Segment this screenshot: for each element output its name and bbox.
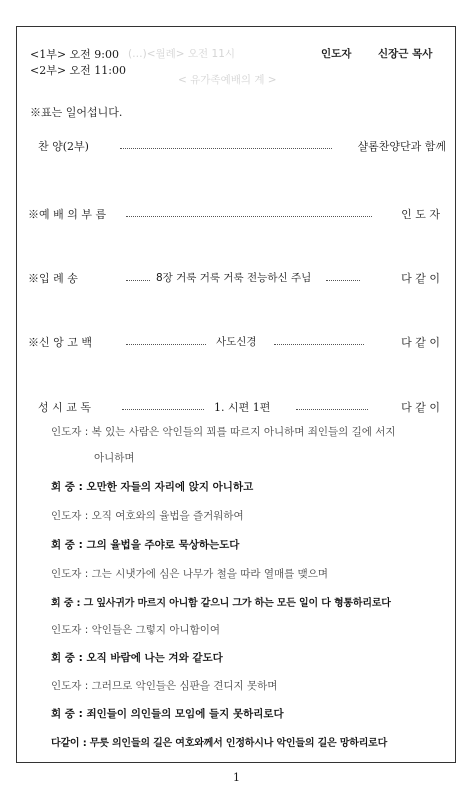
responsive-line-congregation — [51, 537, 239, 552]
order-label: ※예 배 의 부 름 — [28, 208, 107, 221]
officiant-label: 인도자 — [321, 48, 352, 60]
order-responsible: 다 같 이 — [401, 336, 440, 349]
speaker: 인도자 — [51, 426, 82, 438]
speaker: 회 중 — [51, 652, 75, 664]
dotted-leader — [120, 148, 332, 149]
speaker: 인도자 — [51, 680, 82, 692]
dotted-leader — [122, 409, 204, 410]
dotted-leader — [126, 280, 150, 281]
order-label: ※입 례 송 — [28, 272, 78, 285]
speaker: 회 중 — [51, 481, 75, 493]
line-text: : 오만한 자들의 자리에 앉지 아니하고 — [78, 481, 254, 493]
responsive-line-congregation — [51, 706, 284, 721]
reading-title: 1. 시편 1편 — [214, 401, 271, 414]
dotted-leader — [126, 344, 206, 345]
speaker: 회 중 — [51, 539, 75, 551]
responsive-line-all — [51, 734, 387, 749]
speaker: 다같이 — [51, 738, 80, 749]
dotted-leader — [296, 409, 368, 410]
order-item-call-to-worship — [30, 206, 444, 222]
page-number: 1 — [233, 771, 240, 784]
order-item-praise — [30, 138, 444, 154]
faded-header-text-2: < 유가족예배의 계 > — [178, 74, 277, 86]
line-text: : 죄인들이 의인들의 모임에 들지 못하리로다 — [78, 708, 284, 720]
speaker: 인도자 — [51, 624, 82, 636]
line-text: : 그는 시냇가에 심은 나무가 철을 따라 열매를 맺으며 — [84, 568, 329, 580]
dotted-leader — [274, 344, 364, 345]
creed-title: 사도신경 — [216, 336, 257, 348]
service-time-1: <1부> 오전 9:00 — [30, 48, 120, 61]
order-label: 성 시 교 독 — [38, 401, 91, 414]
line-text: 아니하며 — [94, 452, 135, 464]
order-responsible: 인 도 자 — [401, 208, 440, 221]
responsive-line-continuation — [94, 450, 135, 465]
order-label: 찬 양(2부) — [38, 140, 89, 153]
order-responsible: 다 같 이 — [401, 401, 440, 414]
order-item-creed — [30, 334, 444, 350]
order-label: ※신 앙 고 백 — [28, 336, 92, 349]
line-text: : 오직 여호와의 율법을 즐거워하여 — [84, 510, 244, 522]
responsive-line-leader — [51, 566, 328, 581]
service-time-2: <2부> 오전 11:00 — [30, 64, 127, 77]
order-responsible: 다 같 이 — [401, 272, 440, 285]
speaker: 회 중 — [51, 598, 74, 609]
faded-header-text-1: (…)<월례> 오전 11시 — [128, 48, 236, 60]
responsive-line-leader — [51, 424, 396, 439]
line-text: : 복 있는 사람은 악인들의 꾀를 따르지 아니하며 죄인들의 길에 서지 — [84, 426, 396, 438]
line-text: : 무릇 의인들의 길은 여호와께서 인정하시나 악인들의 길은 망하리로다 — [82, 738, 388, 749]
speaker: 인도자 — [51, 568, 82, 580]
officiant-name: 신장근 목사 — [378, 48, 433, 60]
dotted-leader — [126, 216, 372, 217]
line-text: : 그의 율법을 주야로 묵상하는도다 — [78, 539, 240, 551]
speaker: 회 중 — [51, 708, 75, 720]
order-item-processional-hymn — [30, 270, 444, 286]
line-text: : 악인들은 그렇지 아니함이여 — [84, 624, 221, 636]
standing-note: ※표는 일어섭니다. — [30, 106, 123, 119]
hymn-title: 8장 거룩 거룩 거룩 전능하신 주님 — [156, 272, 312, 284]
line-text: : 그 잎사귀가 마르지 아니함 같으니 그가 하는 모든 일이 다 형통하리로다 — [76, 598, 391, 609]
responsive-line-congregation — [51, 650, 223, 665]
line-text: : 오직 바람에 나는 겨와 같도다 — [78, 652, 223, 664]
responsive-line-congregation — [51, 594, 391, 609]
responsive-line-leader — [51, 678, 277, 693]
dotted-leader — [326, 280, 360, 281]
responsive-line-leader — [51, 508, 244, 523]
order-responsible: 샬롬찬양단과 함께 — [357, 140, 446, 153]
responsive-line-leader — [51, 622, 220, 637]
responsive-line-congregation — [51, 479, 253, 494]
speaker: 인도자 — [51, 510, 82, 522]
line-text: : 그러므로 악인들은 심판을 견디지 못하며 — [84, 680, 278, 692]
order-item-responsive-reading — [30, 399, 444, 415]
